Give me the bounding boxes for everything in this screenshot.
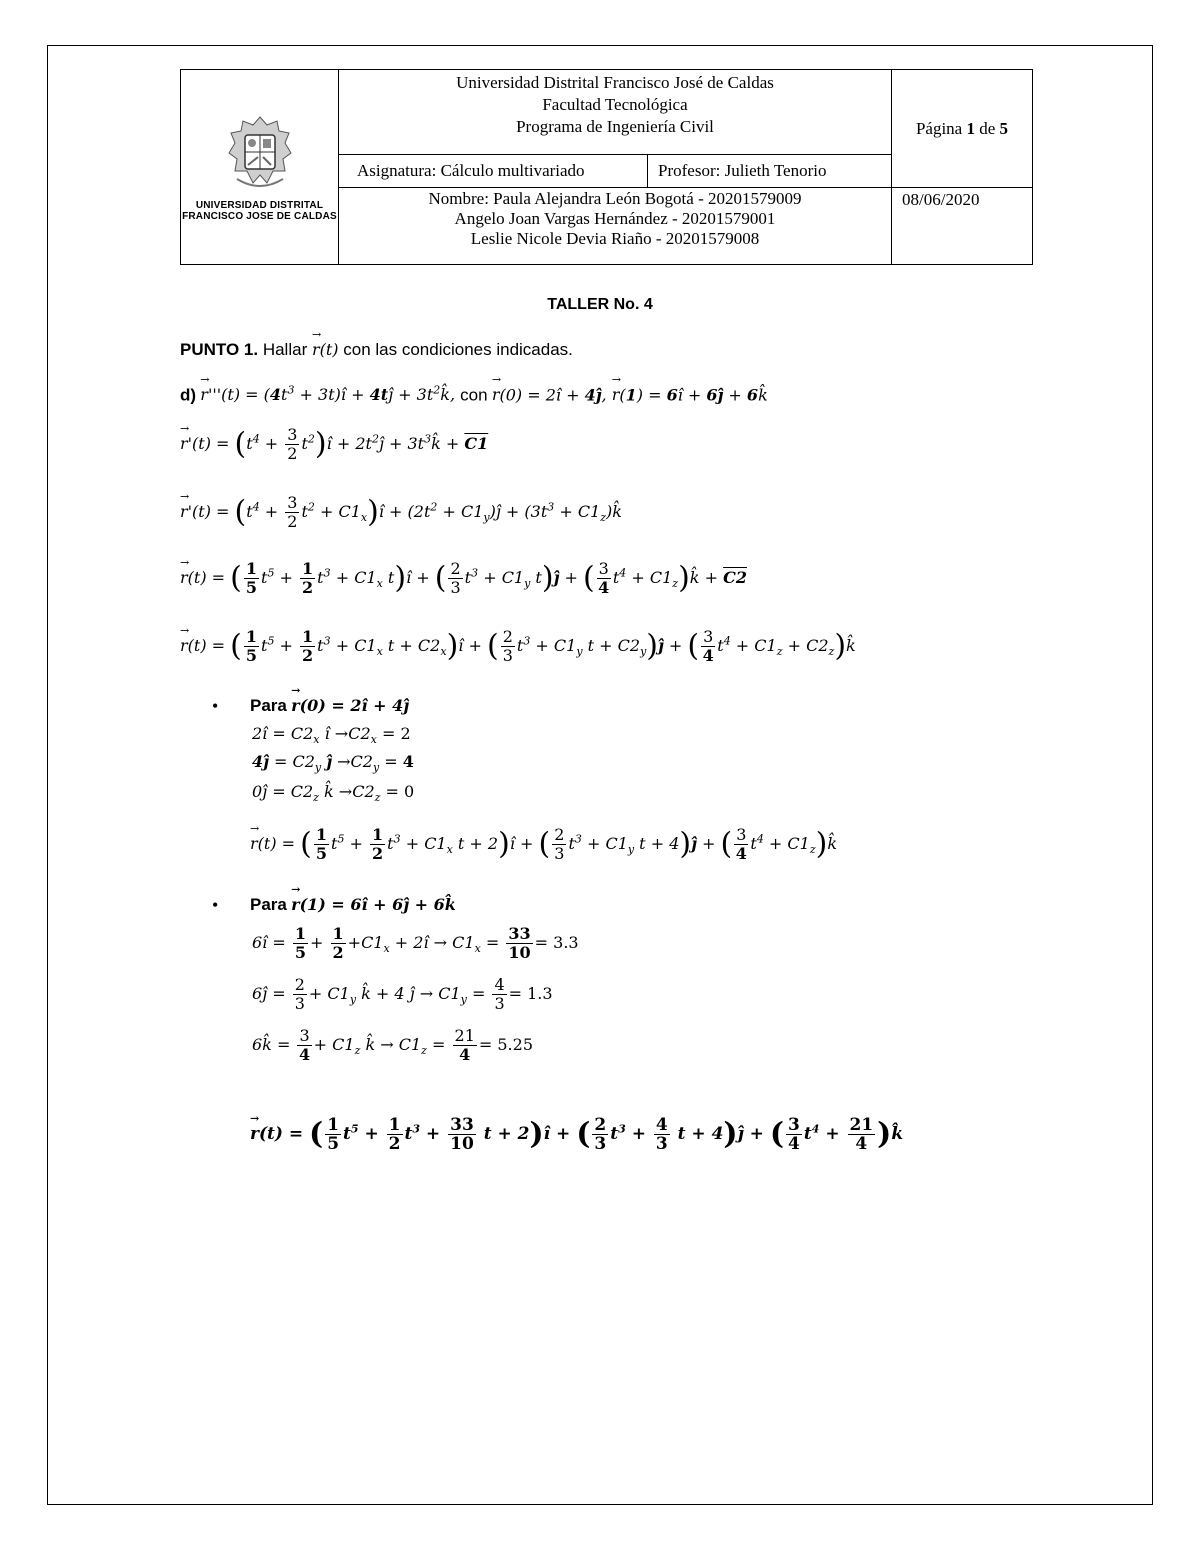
logo-caption-line-2: FRANCISCO JOSE DE CALDAS [182,210,337,222]
c1x-denominator: 10 [508,943,531,962]
bullet-dot-1: • [212,696,219,716]
eq-c1y: 6ĵ = $\frac{2}{3}$ + $C1_y$ k̂ + 4 ĵ → $C1_y$ = $\frac{4}{3}$ = 1.3 [252,975,553,1013]
c1y-decimal: 1.3 [527,984,553,1003]
eq-r-1: r →(t) = ( $\frac{1}{5}$ $t^5$ + $\frac{1}{2}$ $t^3 + C1_x$ t)î + ( $\frac{2}{3}$ $t^3 + C1_y$ t)ĵ + ( $\frac{3}{4}$ $t^4$ + $C1_z)k̂ + C2$ [180,560,747,597]
c1y-denominator: 3 [494,994,505,1013]
bullet-dot-2: • [212,895,219,915]
eq-c1z: 6k̂ = $\frac{3}{4}$ + $C1_z$ k̂ → $C1_z$ = $\frac{21}{4}$ = 5.25 [252,1026,533,1064]
eq-r-prime-2: $r \to'(t) = (t^4$ + $\frac{3}{2}$ $t^2$ + $C1_x)î + (2t^2$ + $C1_y)ĵ + (3t^3$ + $C1_z)k̂$ [180,494,622,531]
c1y-numerator: 4 [494,975,505,994]
student-name-2: Angelo Joan Vargas Hernández - 20201579001 [454,209,776,229]
eq-r-2: r →(t) = ( $\frac{1}{5}$ $t^5$ + $\frac{1}{2}$ $t^3 + C1_x$ $t + C2_x)î$ + ( $\frac{2}{3}$ $t^3 + C1_y$ $t + C2_y)ĵ$ + ( $\frac{3}{4}$ $t^4 + C1_z$ + $C2_z)k̂$ [180,628,856,665]
students-cell [339,188,892,265]
eq-c2x: 2î = $C2_x$ î $\to C2_x = 2$ [252,724,411,747]
c2x-value: 2 [400,724,411,743]
eq-r-after-c2: r →(t) = ( $\frac{1}{5}$ $t^5$ + $\frac{1}{2}$ $t^3 + C1_x$ t + 2)î + ( $\frac{2}{3}$ $t^3 + C1_y$ t + 4)ĵ + ( $\frac{3}{4}$ $t^4$ + $C1_z)k̂$ [250,826,837,863]
logo-caption [181,200,338,222]
punto-label: PUNTO 1. [180,340,259,359]
page-label: Página [915,118,963,138]
faculty-name: Facultad Tecnológica [542,95,688,114]
professor-cell: Profesor: Julieth Tenorio [648,155,892,188]
c1x-numerator: 33 [508,924,531,943]
page-of: de [979,118,996,138]
subject-cell: Asignatura: Cálculo multivariado [339,155,648,188]
university-cell [339,70,892,155]
eq-r-prime-1: $r \to'(t) = (t^4$ + $\frac{3}{2}$ $t^2)î$ + $2t^2ĵ$ + $3t^3k̂ + C1$ [180,426,488,463]
eq-c1x: 6î = $\frac{1}{5}$ + $\frac{1}{2}$ $+C1_x$ + 2î → $C1_x$ = $\frac{33}{10}$ = 3.3 [252,924,579,962]
student-name-3: Leslie Nicole Devia Riaño - 20201579008 [470,229,760,249]
bullet-2-label: Para [250,895,287,914]
punto-text: Hallar r →(t) con las condiciones indicadas. [263,340,573,359]
c1x-decimal: 3.3 [553,933,579,952]
university-name: Universidad Distrital Francisco José de Caldas [456,73,774,92]
header-table [180,69,1033,265]
problem-d-equation: $r \to'''(t) = (4t^3$ + 3t)î + 4tĵ + $3t^2k̂$, [200,385,460,404]
punto-1-statement [180,340,573,360]
bullet-1-heading: Para r →(0) = 2î + 4ĵ [250,696,409,716]
c1z-numerator: 21 [454,1026,475,1045]
university-seal-icon [223,113,297,193]
program-name: Programa de Ingeniería Civil [516,117,714,136]
c1z-decimal: 5.25 [497,1035,533,1054]
eq-c2y: 4ĵ = $C2_y$ ĵ $\to C2_y = 4$ [252,752,414,775]
item-label: d) [180,385,197,405]
c2z-value: 0 [404,782,415,801]
con-word: con [460,385,488,405]
student-name-1: Nombre: Paula Alejandra León Bogotá - 20201579009 [428,189,802,209]
c2y-value: 4 [402,752,414,771]
eq-c2z: 0ĵ = $C2_z$ k̂ $\to C2_z = 0$ [252,782,415,805]
problem-d-conditions: r →(0) = 2î + 4ĵ, r →(1) = 6î + 6ĵ + 6k̂ [492,385,768,404]
page-number-cell [892,70,1033,188]
logo-caption-line-1: UNIVERSIDAD DISTRITAL [195,199,324,211]
date-cell: 08/06/2020 [892,188,1033,265]
logo-cell [181,70,339,265]
problem-d-statement [180,384,768,405]
document-title: TALLER No. 4 [547,296,653,313]
c1z-denominator: 4 [459,1045,471,1064]
bullet-2-heading: Para r →(1) = 6î + 6ĵ + 6k̂ [250,895,456,915]
page-total: 5 [999,118,1009,138]
page-current: 1 [966,118,975,138]
bullet-1-label: Para [250,696,287,715]
final-result-equation: r →(t) = ( $\frac{1}{5}$ $t^5$ + $\frac{1}{2}$ $t^3$ + $\frac{33}{10}$ t + 2)î + ( $\frac{2}{3}$ $t^3$ + $\frac{4}{3}$ t + 4)ĵ + ( $\frac{3}{4}$ $t^4$ + $\frac{21}{4}$ )k̂ [250,1116,903,1153]
